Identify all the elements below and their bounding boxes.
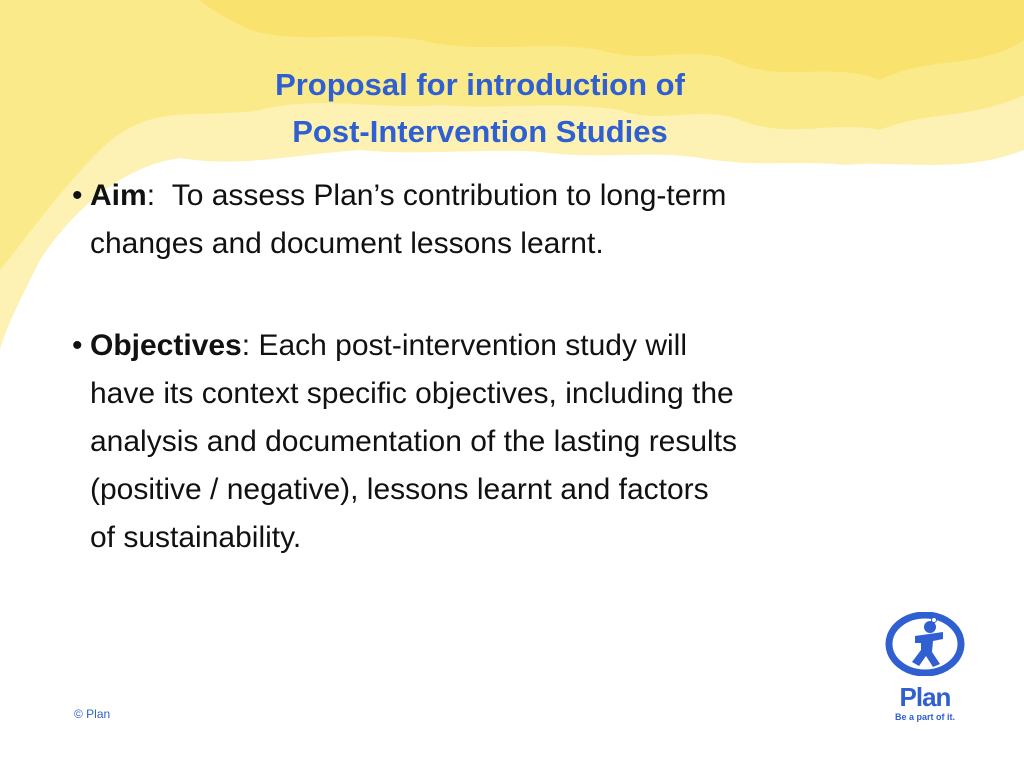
bullet-separator: : bbox=[146, 179, 156, 212]
bullet-text: (positive / negative), lessons learnt and factors bbox=[90, 473, 709, 506]
bullet-dot: • bbox=[72, 179, 83, 212]
bullet-first-line bbox=[90, 172, 930, 220]
bullet-item-aim bbox=[70, 172, 930, 268]
slide-title bbox=[190, 62, 770, 155]
footer-copyright: © Plan bbox=[74, 707, 111, 721]
slide-title-line: Proposal for introduction of bbox=[275, 67, 685, 102]
bullet-item-objectives bbox=[70, 322, 930, 562]
logo-sun bbox=[932, 618, 937, 623]
plan-logo bbox=[880, 612, 970, 723]
bullet-text: analysis and documentation of the lasting results bbox=[90, 425, 738, 458]
logo-body bbox=[912, 632, 943, 667]
bullet-text: of sustainability. bbox=[90, 521, 302, 554]
bullet-text: changes and document lessons learnt. bbox=[90, 227, 604, 260]
slide-title-line: Post-Intervention Studies bbox=[292, 113, 668, 149]
bullet-term: Aim bbox=[90, 179, 147, 212]
bullet-first-line bbox=[90, 322, 930, 370]
plan-child-logo-icon bbox=[885, 612, 965, 676]
logo-tagline: Be a part of it. bbox=[894, 712, 955, 722]
bullet-text: Each post-intervention study will bbox=[258, 329, 687, 362]
bullet-text: have its context specific objectives, including the bbox=[90, 377, 734, 410]
bullet-term: Objectives bbox=[90, 329, 242, 362]
bullet-dot: • bbox=[72, 329, 83, 362]
bullet-list bbox=[70, 172, 930, 616]
logo-wordmark: Plan bbox=[899, 682, 951, 712]
bullet-separator: : bbox=[241, 329, 251, 362]
bullet-text: To assess Plan’s contribution to long-term bbox=[171, 179, 727, 212]
